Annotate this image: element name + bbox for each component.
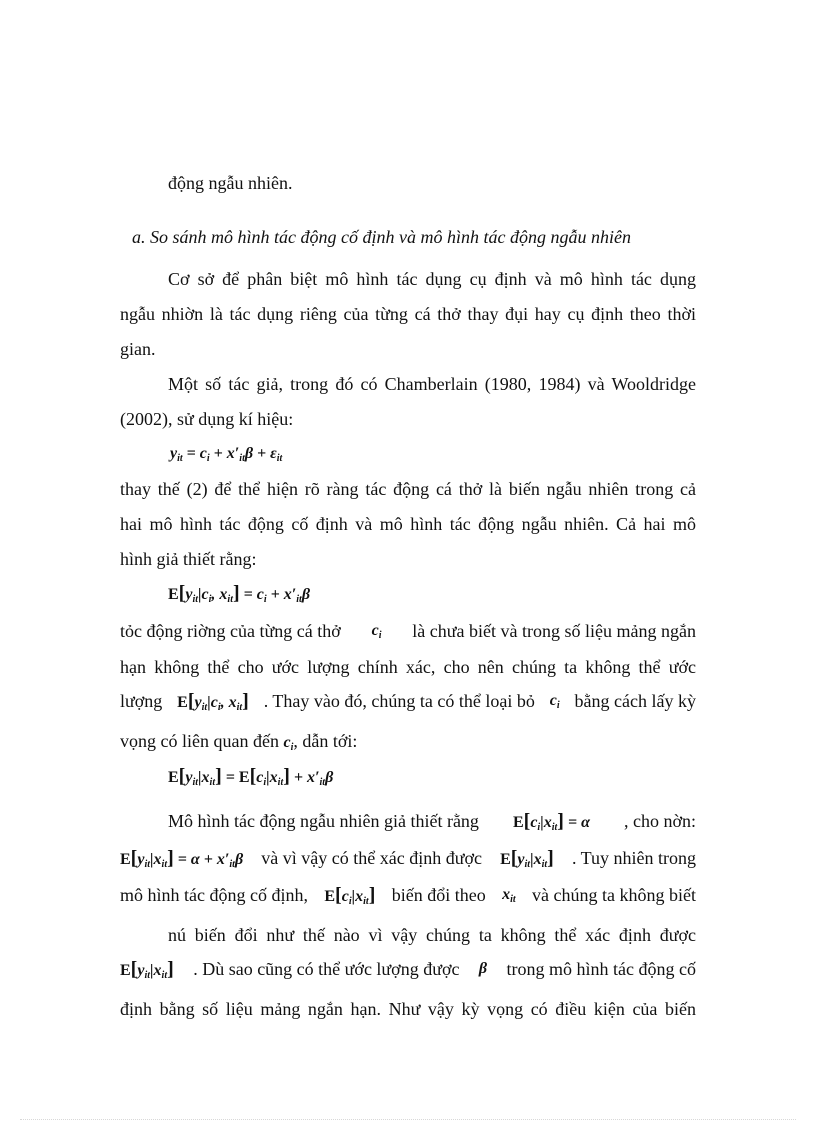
formula-2: $E[y_{it}|c_i$, $x_{it}] = c_i + x'_{it}\beta$ — [168, 582, 311, 605]
math-expected: $E[c_i|x_{it}]$ — [324, 884, 376, 907]
text-span: . Dù sao cũng có thể ước lượng được — [193, 959, 460, 979]
text-line: hai mô hình tác động cố định và mô hình tác động ngẫu nhiên. Cả hai mô — [120, 514, 696, 534]
text-span: . Tuy nhiên trong — [571, 848, 696, 868]
text-line: Một số tác giả, trong đó có Chamberlain (1980, 1984) và Wooldridge — [168, 374, 696, 394]
math-ci: $c_i$ — [283, 734, 294, 753]
math-expected: $E[c_i|x_{it}] = \alpha$ — [512, 810, 590, 833]
text-line: hạn không thể cho ước lượng chính xác, cho nên chúng ta không thể ước — [120, 657, 696, 677]
text-line: (2002), sử dụng kí hiệu: — [120, 409, 294, 429]
text-span: bằng cách lấy kỳ — [574, 691, 696, 711]
formula-1: $y_{it} = c_i + x'_{it}\beta + \varepsilon_{it}$ — [170, 445, 283, 464]
text-line: hình giả thiết rằng: — [120, 549, 257, 569]
text-line: gian. — [120, 339, 156, 359]
math-expected: $E[y_{it}|x_{it}] = \alpha + x'_{it}\beta$ — [120, 847, 244, 870]
text-line — [120, 620, 696, 647]
text-line: thay thế (2) để thể hiện rõ ràng tác động cá thở là biến ngẫu nhiên trong cả — [120, 479, 696, 499]
text-span: mô hình tác động cố định, — [120, 885, 308, 905]
text-line: Cơ sở để phân biệt mô hình tác dụng cụ định và mô hình tác dụng — [168, 269, 696, 289]
text-span: và vì vậy có thể xác định được — [261, 848, 482, 868]
text-span: và chúng ta không biết — [532, 885, 696, 905]
math-beta: β — [478, 960, 488, 977]
math-ci: $c_i$ — [371, 622, 382, 641]
text-line: động ngẫu nhiên. — [168, 173, 293, 193]
text-span: biến đổi theo — [391, 885, 486, 905]
section-heading: a. So sánh mô hình tác động cố định và mô hình tác động ngẫu nhiên — [132, 227, 631, 247]
text-span: vọng có liên quan đến — [120, 731, 279, 751]
text-line: nú biến đổi như thế nào vì vậy chúng ta không thể xác định được — [168, 925, 696, 945]
math-expected: $E[y_{it}|x_{it}]$ — [500, 847, 554, 870]
text-line — [168, 810, 696, 839]
text-line — [120, 884, 696, 913]
text-line — [120, 690, 696, 719]
text-line: định bằng số liệu mảng ngắn hạn. Như vậy kỳ vọng có điều kiện của biến — [120, 999, 696, 1019]
text-span: lượng — [120, 691, 163, 711]
text-span: tỏc động riờng của từng cá thở — [120, 621, 341, 641]
text-line — [120, 847, 696, 876]
text-span: , cho nờn: — [623, 811, 696, 831]
text-span: Mô hình tác động ngẫu nhiên giả thiết rằng — [168, 811, 479, 831]
math-xit: $x_{it}$ — [502, 886, 516, 905]
math-expected: $E[y_{it}|c_i$, $x_{it}$] — [177, 690, 249, 713]
formula-3: $E[y_{it}|x_{it}] = E[c_i|x_{it}] + x'_{it}\beta$ — [168, 765, 334, 788]
text-line — [120, 730, 357, 759]
math-ci: $c_i$ — [549, 692, 560, 711]
text-span: là chưa biết và trong số liệu mảng ngắn — [412, 621, 696, 641]
text-line: ngẫu nhiờn là tác dụng riêng của từng cá thở thay đụi hay cụ định theo thời — [120, 304, 696, 324]
text-span: trong mô hình tác động cố — [506, 959, 696, 979]
page-bottom-rule — [20, 1119, 796, 1120]
math-expected: $E[y_{it}|x_{it}]$ — [120, 958, 174, 981]
text-line — [120, 958, 696, 987]
text-span: , dẫn tới: — [293, 731, 358, 751]
text-span: . Thay vào đó, chúng ta có thể loại bỏ — [263, 691, 535, 711]
